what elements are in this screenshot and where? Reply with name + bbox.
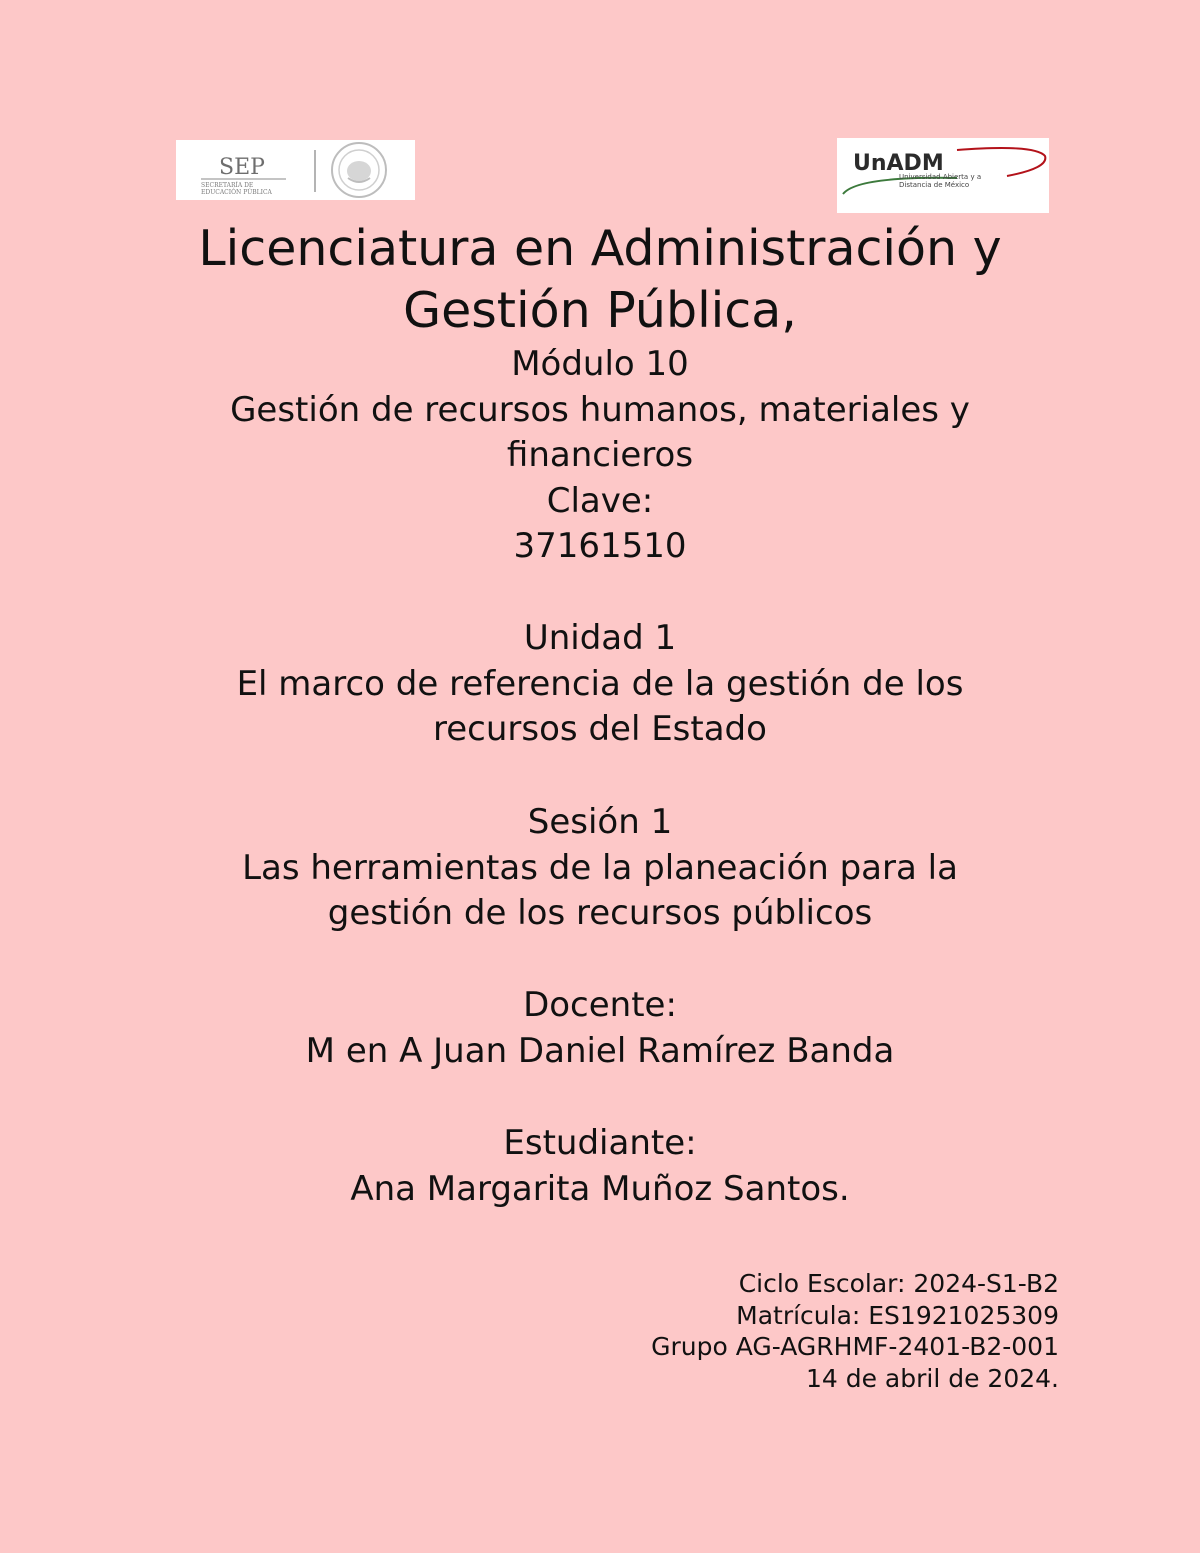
unit-name-line-2: recursos del Estado bbox=[433, 709, 767, 749]
unadm-logo-subtitle-2: Distancia de México bbox=[899, 181, 970, 189]
student-name: Ana Margarita Muñoz Santos. bbox=[350, 1168, 850, 1209]
unit-label: Unidad 1 bbox=[523, 618, 677, 658]
sep-logo-subtitle-2: EDUCACIÓN PÚBLICA bbox=[201, 189, 272, 196]
module-key-label: Clave: bbox=[546, 480, 654, 521]
student-label: Estudiante: bbox=[503, 1123, 697, 1163]
title-line-1: Licenciatura en Administración y bbox=[198, 220, 1002, 277]
module-label: Módulo 10 bbox=[511, 344, 689, 384]
group-code: Grupo AG-AGRHMF-2401-B2-001 bbox=[651, 1332, 1059, 1361]
unadm-logo-subtitle-1: Universidad Abierta y a bbox=[899, 173, 982, 181]
session-section bbox=[100, 800, 1100, 937]
document-date: 14 de abril de 2024. bbox=[805, 1363, 1059, 1393]
details-block bbox=[651, 1268, 1059, 1394]
session-label: Sesión 1 bbox=[527, 802, 673, 842]
unadm-logo-text: UnADM bbox=[853, 151, 944, 176]
unadm-logo bbox=[837, 138, 1049, 213]
teacher-label: Docente: bbox=[523, 985, 677, 1025]
sep-logo bbox=[176, 140, 415, 200]
student-section bbox=[100, 1121, 1100, 1212]
title-line-2: Gestión Pública, bbox=[403, 282, 797, 339]
teacher-name: M en A Juan Daniel Ramírez Banda bbox=[305, 1030, 895, 1071]
session-name-line-1: Las herramientas de la planeación para la bbox=[242, 847, 958, 888]
session-name-line-2: gestión de los recursos públicos bbox=[327, 893, 873, 933]
sep-logo-subtitle-1: SECRETARÍA DE bbox=[201, 182, 254, 189]
teacher-section bbox=[100, 983, 1100, 1074]
enrollment-number: Matrícula: ES1921025309 bbox=[736, 1300, 1059, 1330]
module-name-line-1: Gestión de recursos humanos, materiales y bbox=[230, 389, 970, 430]
module-section bbox=[100, 342, 1100, 570]
document-title bbox=[100, 218, 1100, 342]
unit-section bbox=[100, 616, 1100, 753]
sep-logo-text: SEP bbox=[219, 155, 265, 180]
national-seal-icon bbox=[332, 143, 386, 197]
school-cycle: Ciclo Escolar: 2024-S1-B2 bbox=[738, 1269, 1059, 1298]
module-name-line-2: financieros bbox=[506, 435, 694, 475]
module-key-value: 37161510 bbox=[513, 526, 687, 566]
unit-name-line-1: El marco de referencia de la gestión de los bbox=[236, 663, 964, 704]
